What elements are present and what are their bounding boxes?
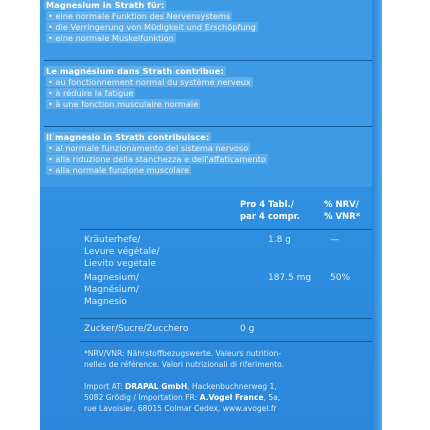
claims-it-line: • alla normale funzione muscolare	[48, 165, 190, 175]
divider	[44, 60, 378, 61]
table-divider	[80, 229, 382, 230]
import-line: rue Lavoisier, 68015 Colmar Cedex, www.avogel.fr	[84, 404, 277, 413]
row-label: Kräuterhefe/	[84, 235, 141, 245]
claims-de-line: • die Verringerung von Müdigkeit und Erschöpfung	[48, 22, 256, 32]
footnote-line: *NRV/VNR: Nährstoffbezugswerte. Valeurs nutrition-	[84, 349, 282, 358]
package-edge	[372, 0, 382, 430]
row-label: Zucker/Sucre/Zucchero	[84, 324, 189, 334]
claims-panel	[40, 0, 382, 187]
col-nrv: % NRV/	[324, 200, 359, 210]
table-divider	[80, 341, 382, 342]
product-label	[40, 0, 382, 430]
import-line	[84, 392, 382, 403]
row-amount: 0 g	[240, 324, 255, 334]
import-line	[84, 381, 382, 392]
claims-de	[44, 0, 378, 44]
import-line-rest: , 5a,	[263, 393, 281, 402]
nutrition-table-header	[40, 200, 382, 226]
col-nrv-fr: % VNR*	[324, 212, 361, 222]
import-line-prefix: Import AT:	[84, 382, 125, 391]
col-per-tablets: Pro 4 Tabl./	[240, 200, 294, 210]
claims-de-heading: Magnesium in Strath für:	[46, 0, 165, 10]
claims-fr-line: • au fonctionnement normal du système nerveux	[48, 77, 251, 87]
row-nrv: 50%	[330, 273, 351, 283]
claims-it-heading: Il magnesio in Strath contribuisce:	[46, 132, 210, 142]
table-divider	[80, 318, 382, 319]
row-label: Magnésium/	[84, 285, 139, 295]
row-label: Levure végétale/	[84, 247, 160, 257]
row-amount: 1.8 g	[268, 235, 291, 245]
col-per-tablets-fr: par 4 compr.	[240, 212, 300, 222]
claims-fr	[44, 66, 378, 110]
claims-fr-heading: Le magnésium dans Strath contribue:	[46, 66, 224, 76]
importer-at: DRAPAL GmbH	[125, 382, 188, 391]
footnote-line: nelles de référence. Valori nutrizionali di riferimento.	[84, 360, 285, 369]
import-line-rest: , Hackenbuchnerweg 1,	[187, 382, 277, 391]
claims-fr-line: • à réduire la fatigue	[48, 88, 134, 98]
importer-fr: A.Vogel France	[199, 393, 264, 402]
claims-it-line: • al normale funzionamento del sistema nervoso	[48, 143, 249, 153]
row-label: Magnesium/	[84, 273, 139, 283]
claims-it	[44, 132, 378, 176]
claims-it-line: • alla riduzione della stanchezza e dell'affaticamento	[48, 154, 266, 164]
divider	[44, 126, 378, 127]
claims-de-line: • eine normale Funktion des Nervensystems	[48, 11, 231, 21]
row-amount: 187.5 mg	[268, 273, 312, 283]
footnote	[84, 348, 382, 370]
import-info	[84, 381, 382, 414]
claims-de-line: • eine normale Muskelfunktion	[48, 33, 174, 43]
row-nrv: —	[330, 235, 339, 245]
row-label: Magnesio	[84, 297, 127, 307]
import-line-prefix: 5082 Grödig / Importation FR:	[84, 393, 200, 402]
row-label: Lievito vegetale	[84, 259, 156, 269]
claims-fr-line: • à une fonction musculaire normale	[48, 99, 199, 109]
